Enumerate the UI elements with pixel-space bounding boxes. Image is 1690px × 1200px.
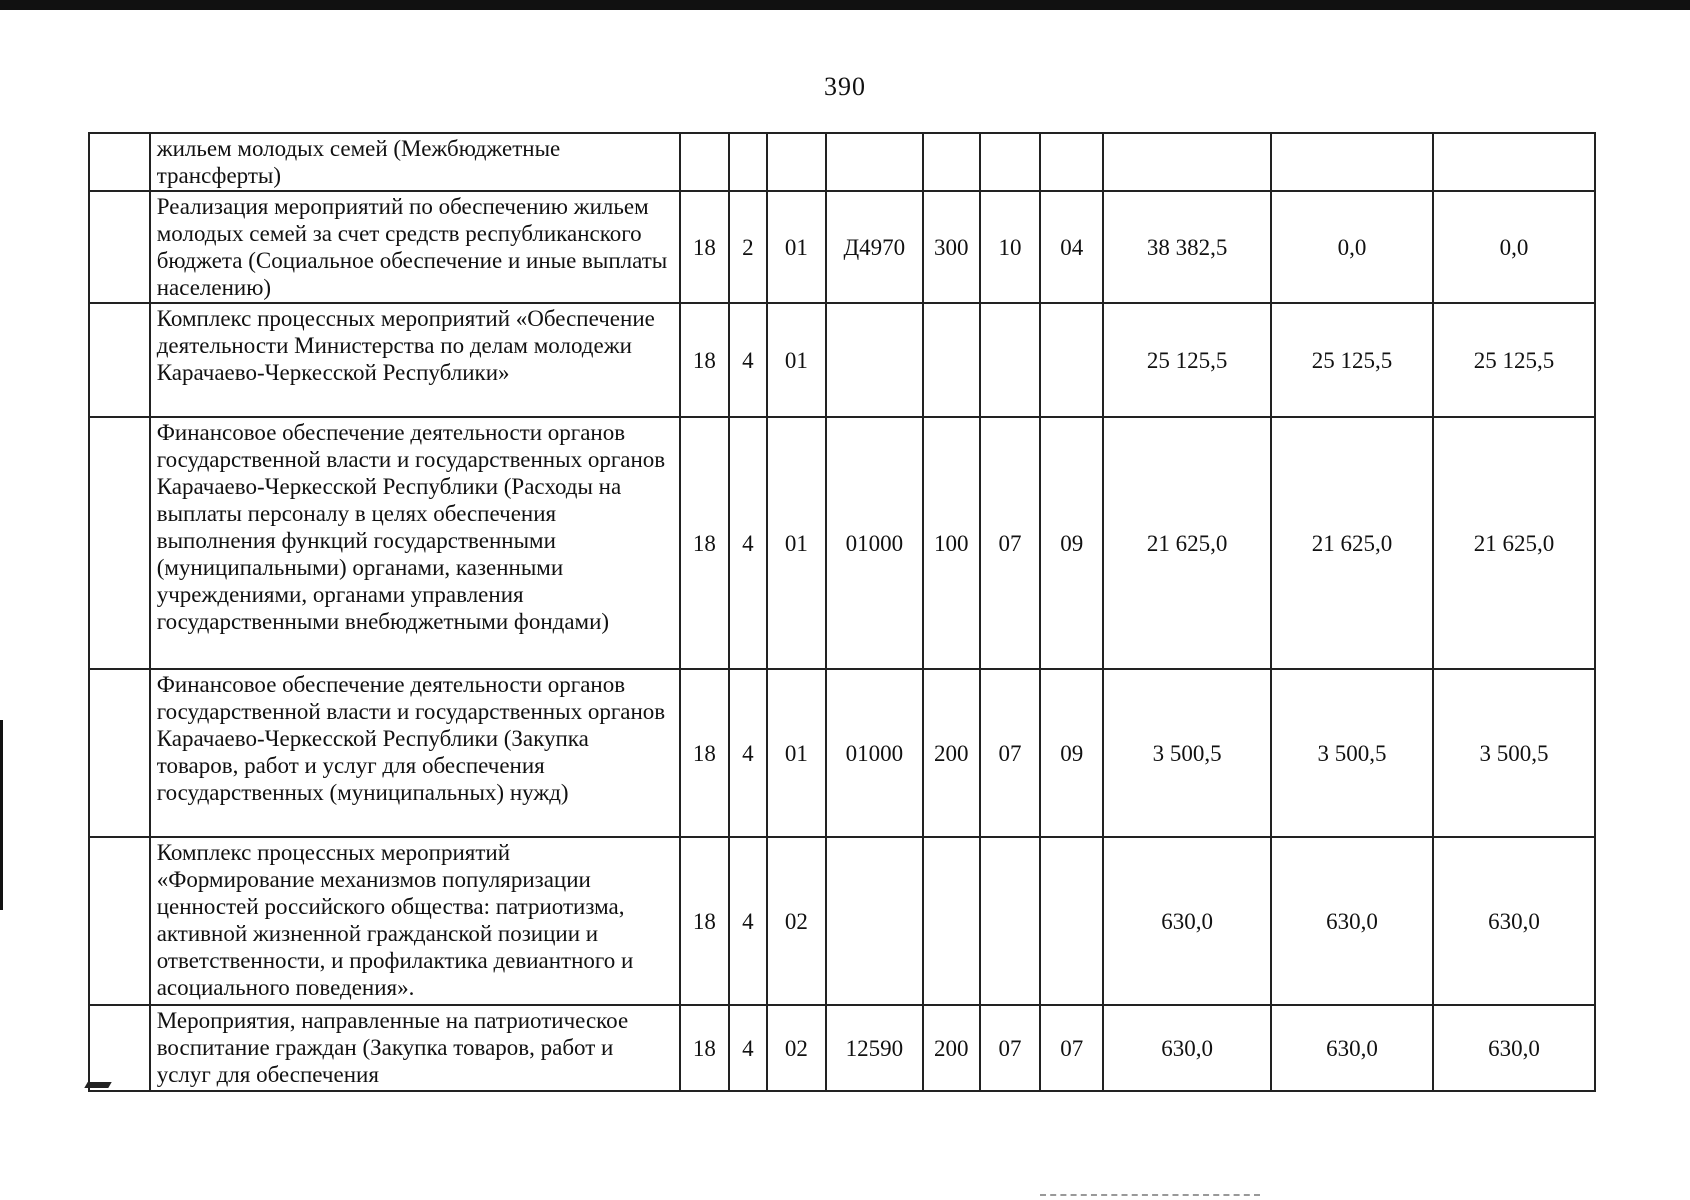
code-cell-6: 07 bbox=[980, 1005, 1041, 1091]
amount-year-2 bbox=[1271, 133, 1433, 191]
amount-year-1 bbox=[1103, 133, 1271, 191]
program-name-cell: Мероприятия, направленные на патриотическое воспитание граждан (Закупка товаров, работ и услуг для обеспечения bbox=[150, 1005, 680, 1091]
amount-year-3: 630,0 bbox=[1433, 1005, 1595, 1091]
amount-year-3: 630,0 bbox=[1433, 837, 1595, 1005]
amount-year-2: 630,0 bbox=[1271, 837, 1433, 1005]
amount-year-2: 0,0 bbox=[1271, 191, 1433, 303]
code-cell-5 bbox=[923, 133, 980, 191]
amount-year-2: 3 500,5 bbox=[1271, 669, 1433, 837]
amount-year-3: 21 625,0 bbox=[1433, 417, 1595, 669]
code-cell-1: 18 bbox=[680, 837, 729, 1005]
code-cell-1: 18 bbox=[680, 1005, 729, 1091]
code-cell-7: 09 bbox=[1040, 669, 1103, 837]
row-number-cell bbox=[89, 191, 150, 303]
code-cell-4: 12590 bbox=[826, 1005, 923, 1091]
table-row bbox=[89, 1005, 1595, 1091]
code-cell-6 bbox=[980, 303, 1041, 417]
code-cell-2: 4 bbox=[729, 1005, 767, 1091]
code-cell-5: 200 bbox=[923, 669, 980, 837]
code-cell-2: 4 bbox=[729, 837, 767, 1005]
amount-year-2: 630,0 bbox=[1271, 1005, 1433, 1091]
program-name-cell: Финансовое обеспечение деятельности органов государственной власти и государственных органов Карачаево-Черкесской Республики (Закупка товаров, работ и услуг для обеспечения государственных (муниципальных) нужд) bbox=[150, 669, 680, 837]
amount-year-3: 25 125,5 bbox=[1433, 303, 1595, 417]
scan-dotted-line bbox=[1040, 1194, 1260, 1198]
code-cell-6: 10 bbox=[980, 191, 1041, 303]
code-cell-3: 02 bbox=[767, 1005, 826, 1091]
code-cell-5: 200 bbox=[923, 1005, 980, 1091]
code-cell-1: 18 bbox=[680, 669, 729, 837]
code-cell-5: 300 bbox=[923, 191, 980, 303]
program-name-cell: Комплекс процессных мероприятий «Формирование механизмов популяризации ценностей российского общества: патриотизма, активной жизненной гражданской позиции и ответственности, и профилактика девиантного и асоциального поведения». bbox=[150, 837, 680, 1005]
code-cell-5 bbox=[923, 303, 980, 417]
code-cell-3: 01 bbox=[767, 417, 826, 669]
amount-year-3: 3 500,5 bbox=[1433, 669, 1595, 837]
table-row bbox=[89, 417, 1595, 669]
code-cell-4 bbox=[826, 133, 923, 191]
amount-year-1: 25 125,5 bbox=[1103, 303, 1271, 417]
amount-year-3 bbox=[1433, 133, 1595, 191]
code-cell-1 bbox=[680, 133, 729, 191]
program-name-cell: Финансовое обеспечение деятельности органов государственной власти и государственных органов Карачаево-Черкесской Республики (Расходы на выплаты персоналу в целях обеспечения выполнения функций государственными (муниципальными) органами, казенными учреждениями, органами управления государственными внебюджетными фондами) bbox=[150, 417, 680, 669]
table-row bbox=[89, 303, 1595, 417]
program-name-cell: Комплекс процессных мероприятий «Обеспечение деятельности Министерства по делам молодежи Карачаево-Черкесской Республики» bbox=[150, 303, 680, 417]
amount-year-1: 38 382,5 bbox=[1103, 191, 1271, 303]
code-cell-5: 100 bbox=[923, 417, 980, 669]
code-cell-1: 18 bbox=[680, 303, 729, 417]
row-number-cell bbox=[89, 133, 150, 191]
code-cell-5 bbox=[923, 837, 980, 1005]
code-cell-2: 4 bbox=[729, 669, 767, 837]
code-cell-4: Д4970 bbox=[826, 191, 923, 303]
code-cell-7 bbox=[1040, 303, 1103, 417]
table-row bbox=[89, 191, 1595, 303]
row-number-cell bbox=[89, 417, 150, 669]
code-cell-3: 02 bbox=[767, 837, 826, 1005]
code-cell-4 bbox=[826, 303, 923, 417]
amount-year-1: 21 625,0 bbox=[1103, 417, 1271, 669]
code-cell-7: 04 bbox=[1040, 191, 1103, 303]
row-number-cell bbox=[89, 669, 150, 837]
code-cell-3: 01 bbox=[767, 303, 826, 417]
amount-year-3: 0,0 bbox=[1433, 191, 1595, 303]
scan-edge-mark bbox=[0, 720, 3, 910]
code-cell-6: 07 bbox=[980, 417, 1041, 669]
table-row bbox=[89, 133, 1595, 191]
row-number-cell bbox=[89, 303, 150, 417]
code-cell-4: 01000 bbox=[826, 417, 923, 669]
program-name-cell: жильем молодых семей (Межбюджетные трансферты) bbox=[150, 133, 680, 191]
code-cell-4 bbox=[826, 837, 923, 1005]
row-number-cell bbox=[89, 837, 150, 1005]
budget-table bbox=[88, 132, 1596, 1092]
amount-year-2: 25 125,5 bbox=[1271, 303, 1433, 417]
amount-year-2: 21 625,0 bbox=[1271, 417, 1433, 669]
code-cell-3 bbox=[767, 133, 826, 191]
amount-year-1: 3 500,5 bbox=[1103, 669, 1271, 837]
page-number: 390 bbox=[824, 72, 866, 101]
code-cell-4: 01000 bbox=[826, 669, 923, 837]
code-cell-3: 01 bbox=[767, 191, 826, 303]
amount-year-1: 630,0 bbox=[1103, 837, 1271, 1005]
code-cell-1: 18 bbox=[680, 191, 729, 303]
code-cell-6 bbox=[980, 133, 1041, 191]
code-cell-6 bbox=[980, 837, 1041, 1005]
code-cell-2: 4 bbox=[729, 417, 767, 669]
code-cell-6: 07 bbox=[980, 669, 1041, 837]
code-cell-1: 18 bbox=[680, 417, 729, 669]
code-cell-2 bbox=[729, 133, 767, 191]
code-cell-7: 07 bbox=[1040, 1005, 1103, 1091]
code-cell-7 bbox=[1040, 133, 1103, 191]
code-cell-3: 01 bbox=[767, 669, 826, 837]
amount-year-1: 630,0 bbox=[1103, 1005, 1271, 1091]
code-cell-2: 4 bbox=[729, 303, 767, 417]
table-row bbox=[89, 837, 1595, 1005]
table-row bbox=[89, 669, 1595, 837]
top-border-rule bbox=[0, 0, 1690, 10]
code-cell-7 bbox=[1040, 837, 1103, 1005]
program-name-cell: Реализация мероприятий по обеспечению жильем молодых семей за счет средств республиканского бюджета (Социальное обеспечение и иные выплаты населению) bbox=[150, 191, 680, 303]
row-number-cell bbox=[89, 1005, 150, 1091]
code-cell-2: 2 bbox=[729, 191, 767, 303]
code-cell-7: 09 bbox=[1040, 417, 1103, 669]
